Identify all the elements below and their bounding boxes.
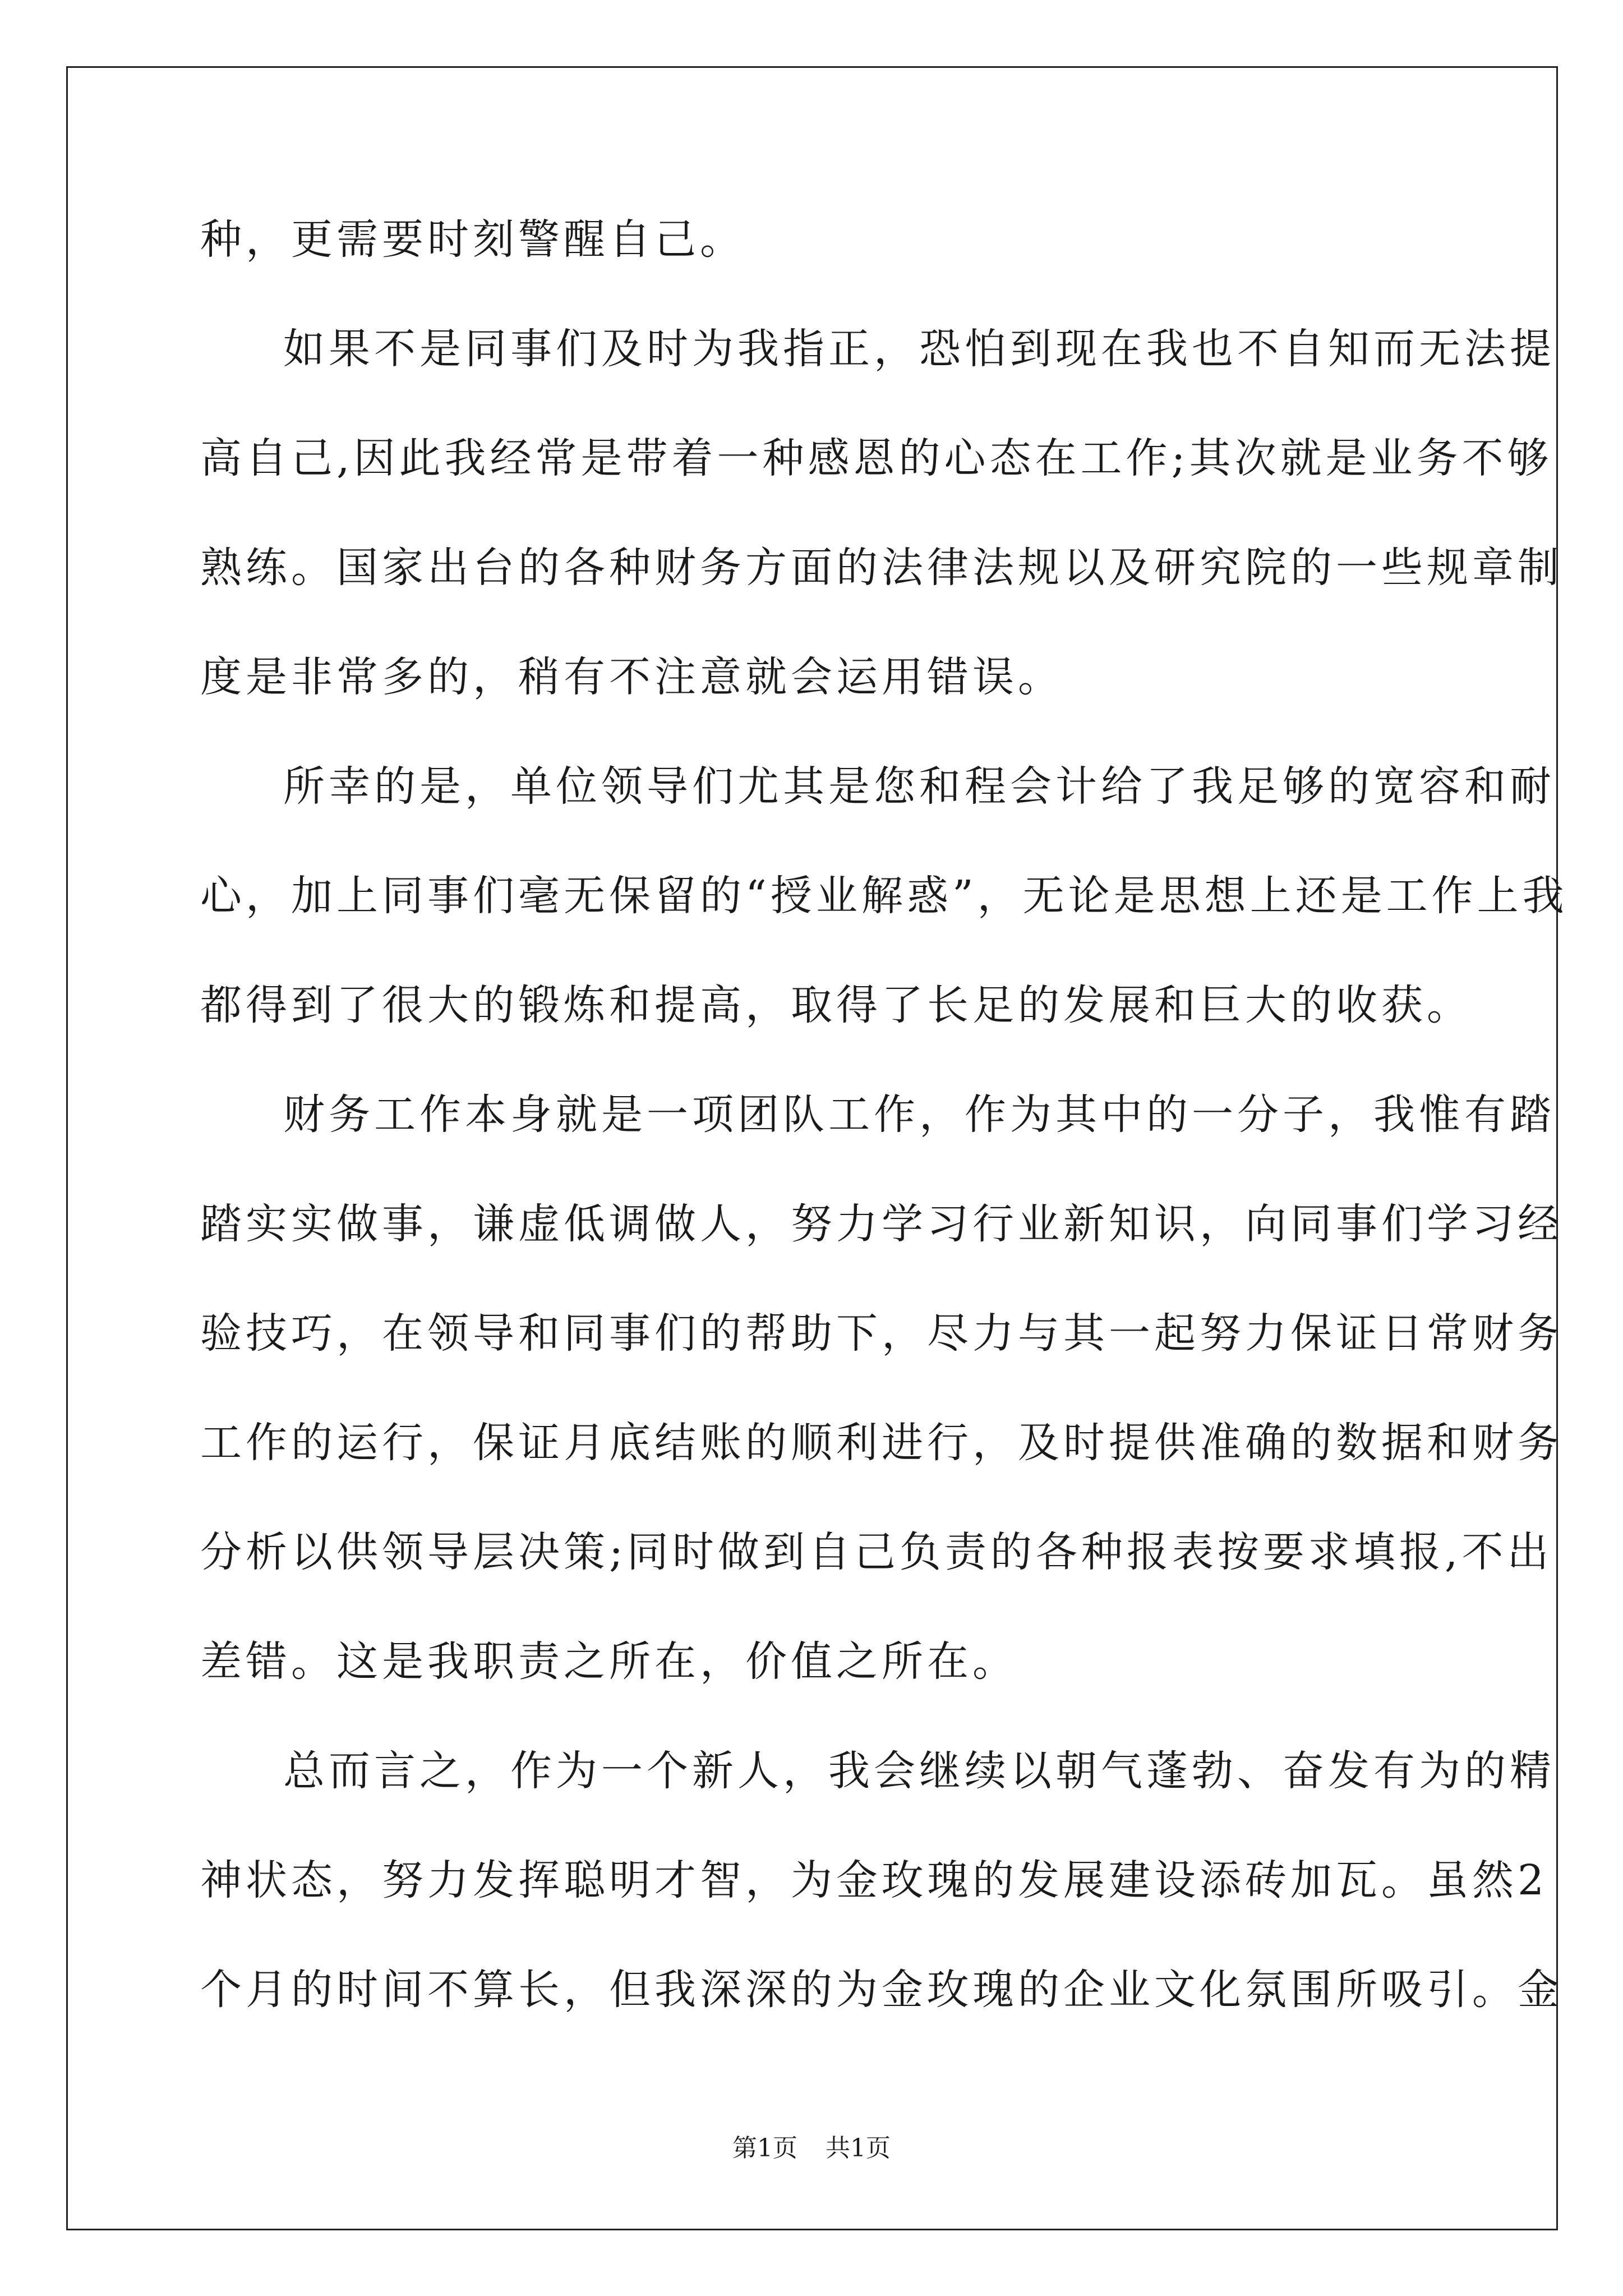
document-body bbox=[200, 185, 1568, 2045]
text-line: 度是非常多的，稍有不注意就会运用错误。 bbox=[200, 653, 1063, 701]
text-line: 心，加上同事们毫无保留的“授业解惑”，无论是思想上还是工作上我 bbox=[200, 872, 1568, 920]
text-line: 所幸的是，单位领导们尤其是您和程会计给了我足够的宽容和耐 bbox=[283, 762, 1555, 811]
text-line: 个月的时间不算长，但我深深的为金玫瑰的企业文化氛围所吸引。金 bbox=[200, 1966, 1563, 2014]
text-line: 差错。这是我职责之所在，价值之所在。 bbox=[200, 1637, 1018, 1686]
page-footer bbox=[0, 2132, 1623, 2165]
text-line: 如果不是同事们及时为我指正，恐怕到现在我也不自知而无法提 bbox=[283, 325, 1555, 373]
text-line: 高自己,因此我经常是带着一种感恩的心态在工作;其次就是业务不够 bbox=[200, 434, 1553, 482]
text-line: 总而言之，作为一个新人，我会继续以朝气蓬勃、奋发有为的精 bbox=[283, 1747, 1555, 1795]
text-line: 神状态，努力发挥聪明才智，为金玫瑰的发展建设添砖加瓦。虽然2 bbox=[200, 1856, 1548, 1904]
text-line: 熟练。国家出台的各种财务方面的法律法规以及研究院的一些规章制 bbox=[200, 544, 1563, 592]
text-line: 验技巧，在领导和同事们的帮助下，尽力与其一起努力保证日常财务 bbox=[200, 1309, 1563, 1358]
total-pages: 共1页 bbox=[826, 2134, 891, 2162]
page-number: 第1页 bbox=[732, 2134, 797, 2162]
text-line: 分析以供领导层决策;同时做到自己负责的各种报表按要求填报,不出 bbox=[200, 1528, 1553, 1576]
text-line: 都得到了很大的锻炼和提高，取得了长足的发展和巨大的收获。 bbox=[200, 981, 1472, 1029]
text-line: 财务工作本身就是一项团队工作，作为其中的一分子，我惟有踏 bbox=[283, 1091, 1555, 1139]
text-line: 种，更需要时刻警醒自己。 bbox=[200, 215, 745, 264]
text-line: 踏实实做事，谦虚低调做人，努力学习行业新知识，向同事们学习经 bbox=[200, 1200, 1563, 1248]
text-line: 工作的运行，保证月底结账的顺利进行，及时提供准确的数据和财务 bbox=[200, 1419, 1563, 1467]
